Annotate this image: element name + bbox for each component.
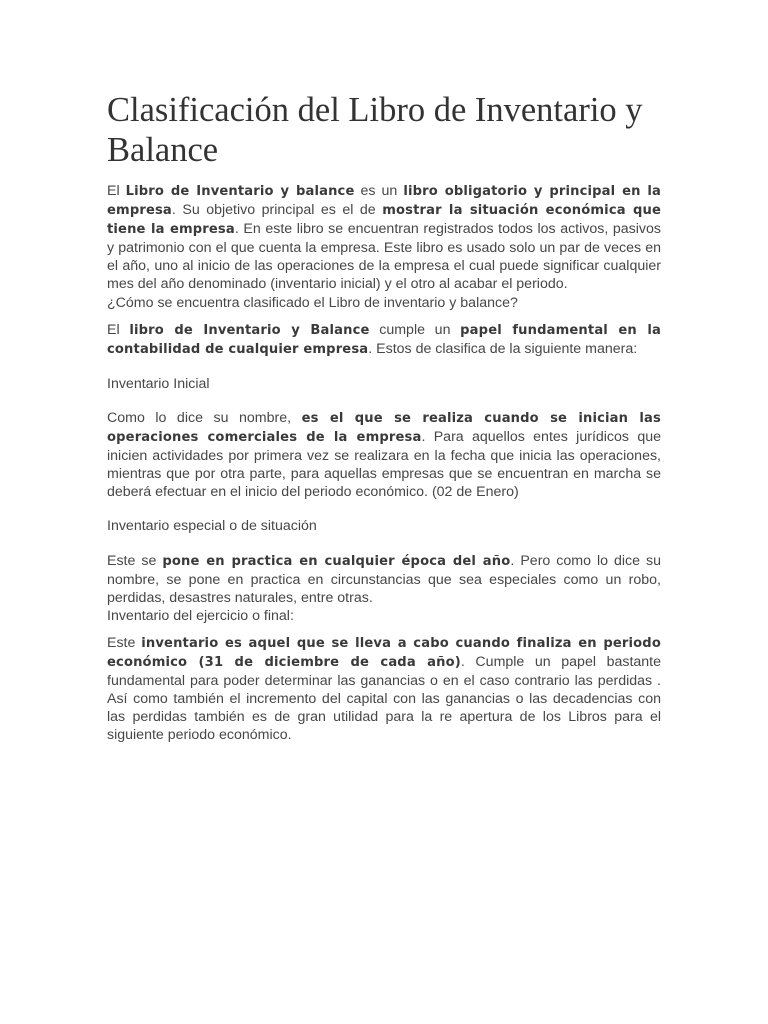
bold-run: libro de Inventario y Balance: [129, 322, 370, 338]
question-line: ¿Cómo se encuentra clasificado el Libro de inventario y balance?: [107, 294, 518, 311]
section-heading-especial: Inventario especial o de situación: [107, 518, 317, 535]
bold-run: mostrar la situación económica que tiene la empresa: [107, 203, 661, 238]
document-page: [107, 90, 661, 744]
text-run: El: [107, 183, 126, 199]
text-run: cumple un: [369, 321, 461, 338]
text-run: . Para aquellos entes jurídicos que inicien actividades por primera vez se realizara en la fecha que inicia las operaciones, mientras que por otra parte, para aquellas empresas que se encuentran en marcha se deberá efectuar en el inicio del periodo económico. (02 de Enero): [107, 429, 661, 501]
text-run: Este se: [107, 552, 163, 569]
bold-run: libro obligatorio y principal en la empresa: [107, 184, 662, 219]
bold-run: inventario es aquel que se lleva a cabo cuando finaliza en periodo económico (31 de diciembre de cada año): [107, 635, 661, 670]
page-title: Clasificación del Libro de Inventario y Balance: [107, 91, 643, 169]
section-heading-inicial: Inventario Inicial: [107, 375, 210, 392]
text-run: El: [107, 321, 130, 338]
text-run: . En este libro se encuentran registrados todos los activos, pasivos y patrimonio con el que cuenta la empresa. Este libro es usado solo un par de veces en el año, uno al inicio de las operaciones de la empresa el cual puede significar cualquier mes del año denominado (inventario inicial) y el otro al acabar el periodo.: [107, 221, 661, 293]
text-run: . Pero como lo dice su nombre, se pone en practica en circunstancias que sea especiales como un robo, perdidas, desastres naturales, entre otras.: [107, 552, 661, 606]
bold-run: papel fundamental en la contabilidad de cualquier empresa: [107, 322, 661, 357]
bold-run: pone en practica en cualquier época del año: [162, 553, 511, 569]
inicial-paragraph: [107, 409, 661, 501]
text-run: es un: [354, 183, 404, 199]
intro-paragraph: [107, 182, 661, 294]
classification-paragraph: [107, 321, 661, 359]
text-run: . Estos de clasifica de la siguiente manera:: [368, 340, 638, 357]
bold-run: es el que se realiza cuando se inician las operaciones comerciales de la empresa: [107, 410, 661, 446]
especial-paragraph: [107, 552, 661, 607]
text-run: Como lo dice su nombre,: [107, 409, 302, 426]
text-run: Este: [107, 634, 142, 651]
bold-run: Libro de Inventario y balance: [125, 184, 355, 199]
final-paragraph: [107, 634, 661, 745]
text-run: . Su objetivo principal es el de: [171, 202, 383, 219]
section-heading-final: Inventario del ejercicio o final:: [107, 607, 294, 624]
text-run: . Cumple un papel bastante fundamental para poder determinar las ganancias o en el caso contrario las perdidas . Así como también el incremento del capital con las ganancias o las decadencias con las perdidas también es de gran utilidad para la re apertura de los Libros para el siguiente periodo económico.: [107, 653, 661, 744]
